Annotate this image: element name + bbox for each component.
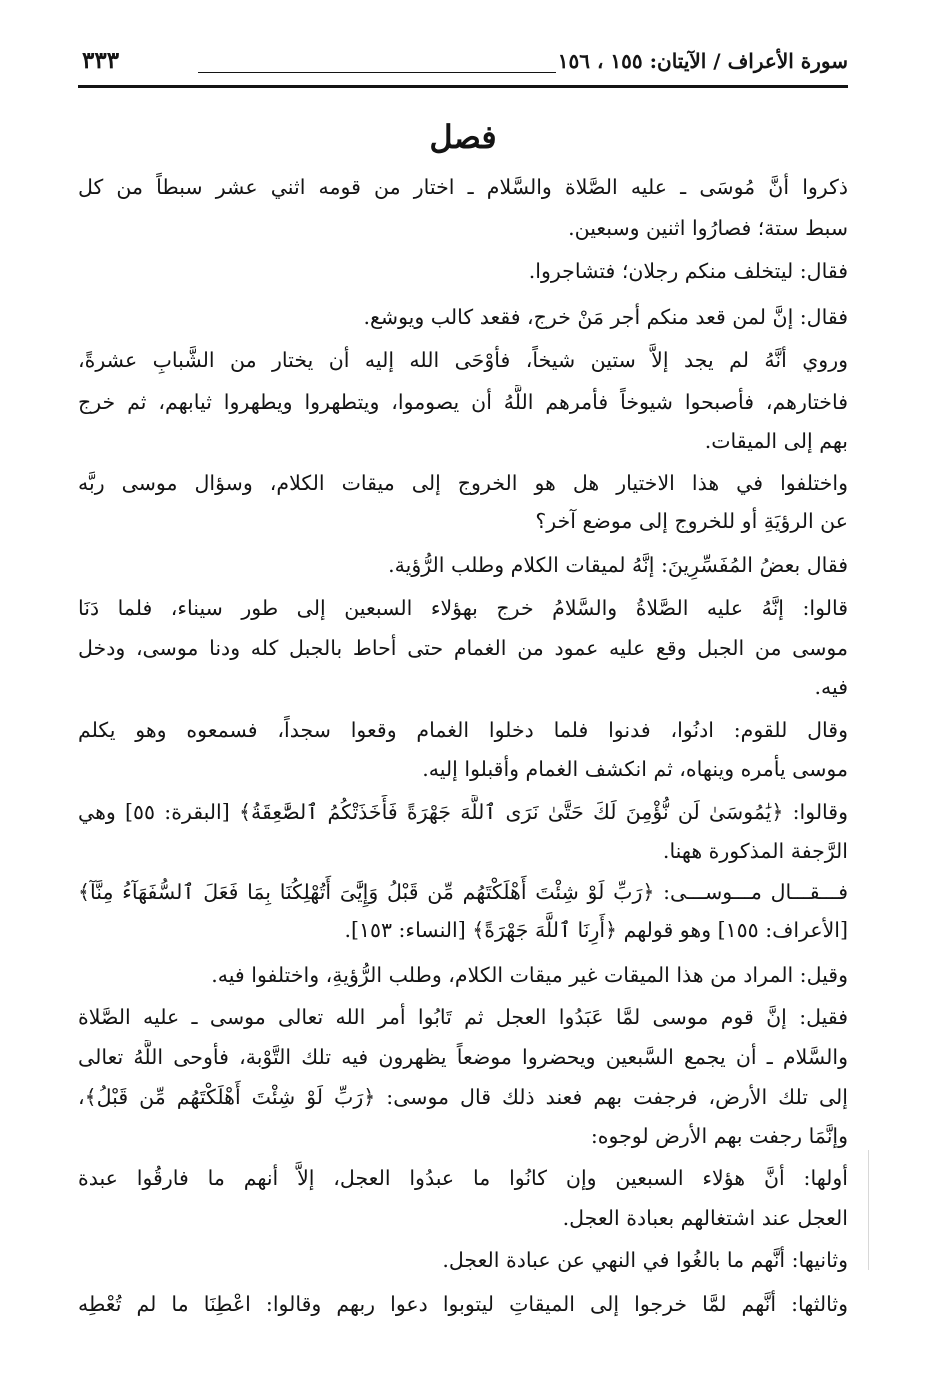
text-line: فقال: ليتخلف منكم رجلان؛ فتشاجروا. [528, 259, 848, 283]
quran-verse-line: إلى تلك الأرض، فرجفت بهم فعند ذلك قال موسى: ﴿رَبِّ لَوْ شِئْتَ أَهْلَكْتَهُم مِّن قَبْلُ﴾، [78, 1085, 848, 1109]
point-third: وثالثها: أنَّهم لمَّا خرجوا إلى الميقاتِ ليتوبوا دعوا ربهم وقالوا: اعْطِنَا ما لم تُعْطِه [78, 1292, 848, 1316]
text-line: العجل عند اشتغالهم بعبادة العجل. [562, 1206, 848, 1230]
text-line: سبط ستة؛ فصارُوا اثنين وسبعين. [568, 216, 848, 240]
text-line: وإنَّمَا رجفت بهم الأرض لوجوه: [590, 1124, 848, 1148]
quran-verse-line: وقالوا: ﴿يَٰمُوسَىٰ لَن نُّؤْمِنَ لَكَ حَتَّىٰ نَرَى ٱللَّهَ جَهْرَةً فَأَخَذَتْكُمُ ٱلصَّٰعِقَةُ﴾ [البقرة: ٥٥] وهي [78, 800, 848, 824]
text-line: [الأعراف: ١٥٥] وهو قولهم ﴿أَرِنَا ٱللَّهَ جَهْرَةً﴾ [النساء: ١٥٣]. [344, 918, 848, 942]
text-line: ذكروا أنَّ مُوسَى ـ عليه الصَّلاة والسَّلام ـ اختار من قومه اثني عشر سبطاً من كل [78, 175, 848, 199]
text-line: فاختارهم، فأصبحوا شيوخاً فأمرهم اللَّهُ أن يصوموا، ويتطهروا ويطهروا ثيابهم، ثم خرج [78, 390, 848, 414]
text-line: والسَّلام ـ أن يجمع السَّبعين ويحضروا موضعاً يظهرون فيه تلك التَّوْبة، فأوحى اللَّهُ تعالى [78, 1045, 848, 1069]
text-line: فقال: إنَّ لمن قعد منكم أجر مَنْ خرج، فقعد كالب ويوشع. [363, 305, 848, 329]
running-header [78, 40, 848, 86]
text-line: قالوا: إنَّهُ عليه الصَّلاةُ والسَّلامُ خرج بهؤلاء السبعين إلى طور سيناء، فلما دَنَا [78, 596, 848, 620]
page-edge-mark [868, 1150, 869, 1270]
text-line: وقيل: المراد من هذا الميقات غير ميقات الكلام، وطلب الرُّؤيةِ، واختلفوا فيه. [211, 963, 848, 987]
text-line: وروي أنَّهُ لم يجد إلاَّ ستين شيخاً، فأوْحَى الله إليه أن يختار من الشَّبابِ عشرةً، [78, 348, 848, 372]
point-first: أولها: أنَّ هؤلاء السبعين وإن كانُوا ما عبدُوا العجل، إلاَّ أنهم ما فارقُوا عبدة [78, 1166, 848, 1190]
text-line: فيه. [814, 675, 848, 699]
header-leader-line [198, 72, 556, 73]
point-second: وثانيها: أنَّهم ما بالغُوا في النهي عن عبادة العجل. [442, 1248, 848, 1272]
header-title: سورة الأعراف / الآيتان: ١٥٥ ، ١٥٦ [557, 49, 848, 73]
quran-verse-line: فـــقـــال مـــوســـى: ﴿رَبِّ لَوْ شِئْتَ أَهْلَكْتَهُم مِّن قَبْلُ وَإِيَّٰىَ أَتُهْلِكُنَا بِمَا فَعَلَ ٱلسُّفَهَآءُ مِنَّآ﴾ [78, 880, 848, 904]
page-number: ٣٣٣ [82, 47, 120, 74]
header-rule [78, 85, 848, 88]
text-line: موسى من الجبل وقع عليه عمود من الغمام حتى أحاط بالجبل كله ودنا موسى، ودخل [78, 636, 848, 660]
section-title: فصل [429, 118, 497, 156]
text-line: واختلفوا في هذا الاختيار هل هو الخروج إلى ميقات الكلام، وسؤال موسى ربَّه [78, 471, 848, 495]
text-line: وقال للقوم: ادنُوا، فدنوا فلما دخلوا الغمام وقعوا سجداً، فسمعوه وهو يكلم [78, 718, 848, 742]
text-line: بهم إلى الميقات. [704, 429, 848, 453]
text-line: فقال بعضُ المُفَسِّرِينَ: إنَّهُ لميقات الكلام وطلب الرُّؤية. [388, 553, 848, 577]
text-line: الرَّجفة المذكورة ههنا. [662, 839, 848, 863]
text-line: عن الرؤيَةِ أو للخروج إلى موضع آخر؟ [535, 509, 848, 533]
text-line: موسى يأمره وينهاه، ثم انكشف الغمام وأقبلوا إليه. [422, 757, 848, 781]
text-line: فقيل: إنَّ قوم موسى لمَّا عَبَدُوا العجل ثم تَابُوا أمر الله تعالى موسى ـ عليه الصَّلاة [78, 1005, 848, 1029]
